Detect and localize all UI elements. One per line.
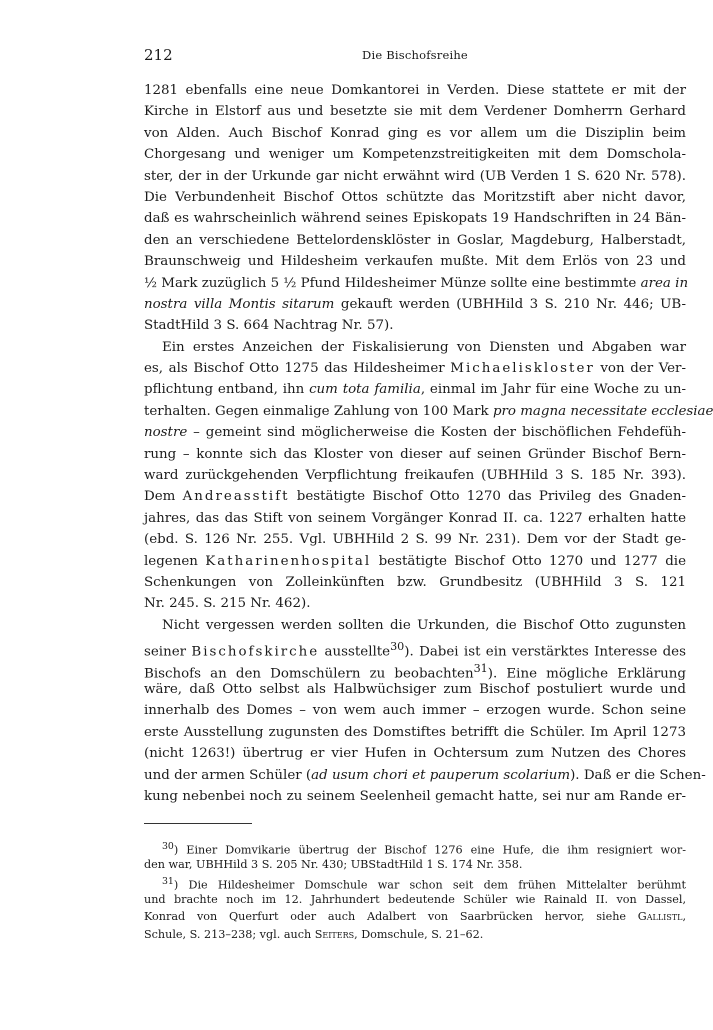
text-line: Bischofs an den Domschülern zu beobachten$^{31}$). Eine mögliche Erklärung bbox=[144, 661, 686, 682]
footnote-line: den war, UBHHild 3 S. 205 Nr. 430; UBStadtHild 1 S. 174 Nr. 358. bbox=[144, 857, 523, 871]
text-line: innerhalb des Domes – von wem auch immer – erzogen wurde. Schon seine bbox=[144, 703, 686, 719]
text-line: Die Verbundenheit Bischof Ottos schützte das Moritzstift aber nicht davor, bbox=[144, 189, 686, 205]
footnote-line: $^{30}$) Einer Domvikarie übertrug der Bischof 1276 eine Hufe, die ihm resigniert wor- bbox=[162, 841, 686, 857]
text-line: ster, der in der Urkunde gar nicht erwähnt wird (UB Verden 1 S. 620 Nr. 578). bbox=[144, 168, 686, 184]
text-line: 1281 ebenfalls eine neue Domkantorei in Verden. Diese stattete er mit der bbox=[144, 83, 686, 98]
text-line: daß es wahrscheinlich während seines Episkopats 19 Handschriften in 24 Bän- bbox=[144, 211, 686, 227]
latin-phrase: nostre bbox=[144, 425, 188, 441]
text-line: jahres, das das Stift von seinem Vorgänger Konrad II. ca. 1227 erhalten hatte bbox=[144, 510, 686, 526]
text-line: seiner Bischofskirche ausstellte$^{30}$). Dabei ist ein verstärktes Interesse des bbox=[144, 640, 686, 660]
text-line: legenen Katharinenhospital bestätigte Bischof Otto 1270 und 1277 die bbox=[144, 553, 687, 569]
main-text bbox=[144, 80, 713, 807]
footnote-line: $^{31}$) Die Hildesheimer Domschule war schon seit dem frühen Mittelalter berühmt bbox=[162, 876, 686, 892]
spaced-term: Katharinenhospital bbox=[205, 553, 372, 569]
text-line: wäre, daß Otto selbst als Halbwüchsiger zum Bischof postuliert wurde und bbox=[144, 681, 686, 697]
text-line: und der armen Schüler (ad usum chori et pauperum scolarium). Daß er die Schen- bbox=[144, 767, 706, 783]
latin-phrase: pro magna necessitate ecclesiae bbox=[492, 403, 713, 419]
footnote-number: 31 bbox=[162, 876, 174, 888]
text-line: nostra villa Montis sitarum gekauft werden (UBHHild 3 S. 210 Nr. 446; UB- bbox=[144, 296, 686, 312]
text-line: von Alden. Auch Bischof Konrad ging es vor allem um die Disziplin beim bbox=[144, 125, 686, 141]
latin-phrase: cum tota familia bbox=[309, 382, 421, 398]
footnote-line: und brachte noch im 12. Jahrhundert bedeutende Schüler wie Rainald II. von Dassel, bbox=[144, 892, 686, 906]
text-line: den an verschiedene Bettelordensklöster in Goslar, Magdeburg, Halberstadt, bbox=[144, 232, 686, 248]
text-line: Ein erstes Anzeichen der Fiskalisierung von Diensten und Abgaben war bbox=[162, 339, 686, 355]
latin-phrase: area in bbox=[640, 275, 689, 291]
page-number: 212 bbox=[144, 46, 173, 64]
footnote-line: Schule, S. 213–238; vgl. auch Seiters, Domschule, S. 21–62. bbox=[144, 927, 484, 941]
spaced-term: Michaeliskloster bbox=[450, 361, 595, 377]
footnote-ref: 30 bbox=[390, 640, 405, 654]
text-line: (nicht 1263!) übertrug er vier Hufen in Ochtersum zum Nutzen des Chores bbox=[144, 746, 686, 762]
text-line: Nicht vergessen werden sollten die Urkunden, die Bischof Otto zugunsten bbox=[162, 617, 686, 633]
text-line: nostre – gemeint sind möglicherweise die Kosten der bischöflichen Fehdefüh- bbox=[144, 425, 686, 441]
latin-phrase: nostra villa Montis sitarum bbox=[144, 296, 335, 312]
text-line: Braunschweig und Hildesheim verkaufen mußte. Mit dem Erlös von 23 und bbox=[144, 254, 686, 270]
text-line: (ebd. S. 126 Nr. 255. Vgl. UBHHild 2 S. 99 Nr. 231). Dem vor der Stadt ge- bbox=[144, 532, 686, 548]
latin-phrase: ad usum chori et pauperum scolarium bbox=[311, 767, 571, 783]
text-line: es, als Bischof Otto 1275 das Hildesheimer Michaeliskloster von der Ver- bbox=[144, 361, 686, 377]
footnote-line: Konrad von Querfurt oder auch Adalbert von Saarbrücken hervor, siehe Gallistl, bbox=[144, 910, 686, 924]
text-line: ward zurückgehenden Verpflichtung freikaufen (UBHHild 3 S. 185 Nr. 393). bbox=[144, 468, 686, 484]
text-line: Schenkungen von Zolleinkünften bzw. Grundbesitz (UBHHild 3 S. 121 bbox=[144, 574, 686, 590]
author-name: Seiters bbox=[314, 927, 355, 941]
text-line: pflichtung entband, ihn cum tota familia, einmal im Jahr für eine Woche zu un- bbox=[144, 382, 686, 398]
text-line: terhalten. Gegen einmalige Zahlung von 100 Mark pro magna necessitate ecclesiae bbox=[144, 403, 713, 419]
text-line: Chorgesang und weniger um Kompetenzstreitigkeiten mit dem Domschola- bbox=[144, 147, 686, 163]
text-line: Kirche in Elstorf aus und besetzte sie mit dem Verdener Domherrn Gerhard bbox=[144, 104, 686, 120]
text-line: erste Ausstellung zugunsten des Domstiftes betrifft die Schüler. Im April 1273 bbox=[144, 724, 686, 740]
footnotes bbox=[144, 838, 686, 944]
footnote-ref: 31 bbox=[473, 661, 488, 675]
spaced-term: Andreasstift bbox=[182, 489, 290, 505]
text-line: rung – konnte sich das Kloster von dieser auf seinen Gründer Bischof Bern- bbox=[144, 446, 686, 462]
author-name: Gallistl bbox=[637, 910, 683, 924]
spaced-term: Bischofskirche bbox=[191, 644, 320, 660]
text-line: kung nebenbei noch zu seinem Seelenheil gemacht hatte, sei nur am Rande er- bbox=[144, 788, 686, 804]
page-header bbox=[144, 46, 686, 68]
text-line: ½ Mark zuzüglich 5 ½ Pfund Hildesheimer Münze sollte eine bestimmte area in bbox=[144, 275, 689, 291]
text-line: StadtHild 3 S. 664 Nachtrag Nr. 57). bbox=[144, 318, 394, 334]
text-line: Nr. 245. S. 215 Nr. 462). bbox=[144, 596, 311, 612]
footnote-number: 30 bbox=[162, 841, 174, 852]
footnote-rule bbox=[144, 823, 252, 824]
running-head: Die Bischofsreihe bbox=[362, 48, 468, 62]
text-line: Dem Andreasstift bestätigte Bischof Otto 1270 das Privileg des Gnaden- bbox=[144, 489, 686, 505]
